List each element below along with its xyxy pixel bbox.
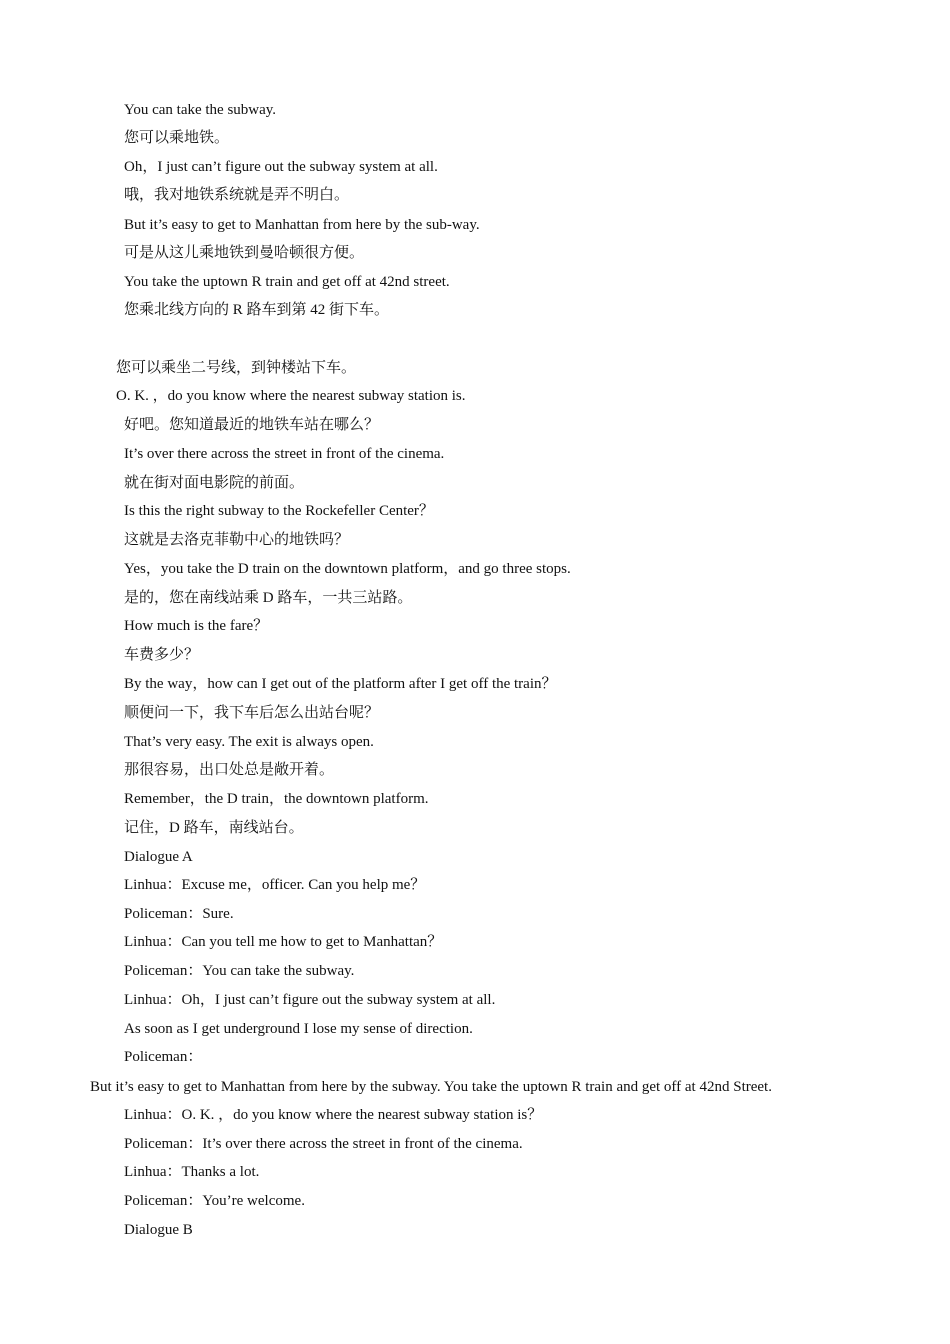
text-line: How much is the fare？ [124,618,269,634]
text-line: O. K. ，do you know where the nearest subway station is. [116,388,466,404]
text-line: Remember，the D train，the downtown platform. [124,791,429,807]
text-line: Oh，I just can’t figure out the subway system at all. [124,159,438,175]
text-line: Yes，you take the D train on the downtown platform，and go three stops. [124,561,571,577]
dialogue-line: But it’s easy to get to Manhattan from here by the subway. You take the uptown R train and get off at 42nd Street. [90,1079,772,1095]
dialogue-line: Linhua：O. K. ，do you know where the nearest subway station is？ [124,1107,543,1123]
dialogue-line: Policeman：It’s over there across the street in front of the cinema. [124,1136,523,1152]
text-line: 顺便问一下，我下车后怎么出站台呢？ [124,705,380,721]
text-line: 哦，我对地铁系统就是弄不明白。 [124,187,350,203]
text-line: 您乘北线方向的 R 路车到第 42 街下车。 [124,302,390,318]
text-line: 这就是去洛克菲勒中心的地铁吗？ [124,532,350,548]
text-line: 可是从这儿乘地铁到曼哈顿很方便。 [124,245,365,261]
text-line: You take the uptown R train and get off at 42nd street. [124,274,450,290]
text-line: 车费多少？ [124,647,200,663]
text-line: It’s over there across the street in front of the cinema. [124,446,445,462]
text-line: 您可以乘坐二号线，到钟楼站下车。 [116,360,357,376]
text-line: 就在街对面电影院的前面。 [124,475,305,491]
dialogue-line: Linhua：Thanks a lot. [124,1164,260,1180]
text-line: That’s very easy. The exit is always open. [124,734,374,750]
text-line: 是的，您在南线站乘 D 路车，一共三站路。 [124,590,413,606]
text-line: 好吧。您知道最近的地铁车站在哪么？ [124,417,380,433]
dialogue-line: Linhua：Excuse me，officer. Can you help me？ [124,877,426,893]
section-heading: Dialogue B [124,1222,193,1238]
text-line: By the way，how can I get out of the platform after I get off the train？ [124,676,557,692]
dialogue-line: Policeman：You can take the subway. [124,963,355,979]
text-line: 您可以乘地铁。 [124,130,230,146]
text-line: 那很容易，出口处总是敞开着。 [124,762,335,778]
dialogue-line: Linhua：Can you tell me how to get to Manhattan？ [124,934,443,950]
dialogue-line: As soon as I get underground I lose my sense of direction. [124,1021,473,1037]
dialogue-line: Policeman：You’re welcome. [124,1193,305,1209]
text-line: 记住，D 路车，南线站台。 [124,820,304,836]
dialogue-line: Linhua：Oh，I just can’t figure out the subway system at all. [124,992,496,1008]
dialogue-line: Policeman： [124,1049,203,1065]
dialogue-line: Policeman：Sure. [124,906,234,922]
text-line: But it’s easy to get to Manhattan from here by the sub-way. [124,217,480,233]
section-heading: Dialogue A [124,849,193,865]
text-line: You can take the subway. [124,102,277,118]
text-line: Is this the right subway to the Rockefeller Center？ [124,503,434,519]
